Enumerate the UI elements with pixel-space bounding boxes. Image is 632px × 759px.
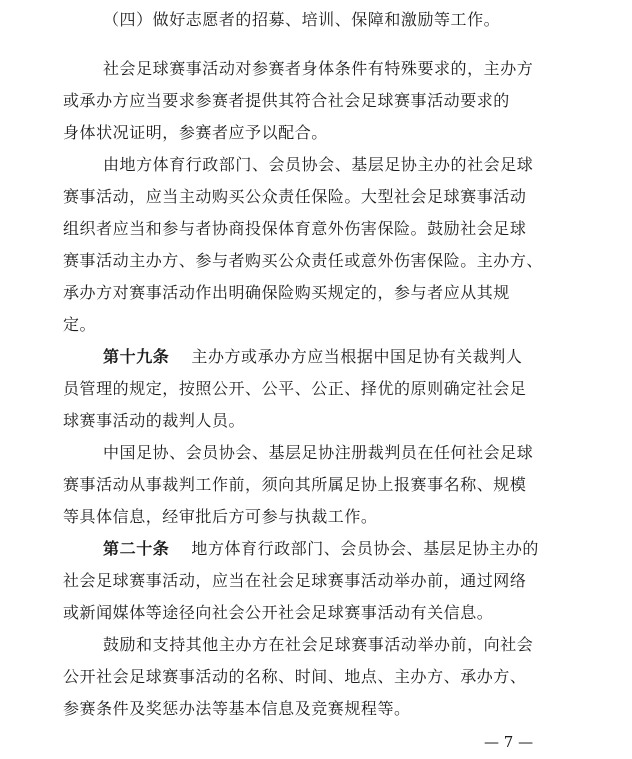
paragraph-line: 身体状况证明，参赛者应予以配合。: [63, 123, 328, 142]
paragraph-line: 球赛事活动的裁判人员。: [63, 411, 246, 430]
paragraph-line: 或承办方应当要求参赛者提供其符合社会足球赛事活动要求的: [63, 91, 510, 110]
paragraph-line: 赛事活动，应当主动购买公众责任保险。大型社会足球赛事活动: [63, 187, 527, 206]
paragraph-line: 定。: [63, 315, 97, 334]
article-20-first-line: [103, 533, 563, 565]
paragraph-line: （四）做好志愿者的招募、培训、保障和激励等工作。: [103, 10, 501, 29]
article-19-text: 主办方或承办方应当根据中国足协有关裁判人: [191, 347, 523, 366]
paragraph-line: 参赛条件及奖惩办法等基本信息及竞赛规程等。: [63, 699, 411, 718]
paragraph-line: 或新闻媒体等途径向社会公开社会足球赛事活动有关信息。: [63, 603, 494, 622]
paragraph-line: 公开社会足球赛事活动的名称、时间、地点、主办方、承办方、: [63, 667, 527, 686]
paragraph-line: 鼓励和支持其他主办方在社会足球赛事活动举办前，向社会: [103, 635, 534, 654]
paragraph-line: 承办方对赛事活动作出明确保险购买规定的，参与者应从其规: [63, 283, 510, 302]
article-20-text: 地方体育行政部门、会员协会、基层足协主办的: [191, 539, 539, 558]
paragraph-line: 等具体信息，经审批后方可参与执裁工作。: [63, 507, 378, 526]
paragraph-line: 社会足球赛事活动对参赛者身体条件有特殊要求的，主办方: [103, 59, 534, 78]
page-number: — 7 —: [484, 733, 534, 751]
article-19-heading: 第十九条: [103, 347, 170, 366]
paragraph-line: 赛事活动主办方、参与者购买公众责任或意外伤害保险。主办方、: [63, 251, 543, 270]
article-19-first-line: [103, 341, 563, 373]
paragraph-line: 社会足球赛事活动，应当在社会足球赛事活动举办前，通过网络: [63, 571, 527, 590]
paragraph-line: 中国足协、会员协会、基层足协注册裁判员在任何社会足球: [103, 443, 534, 462]
paragraph-line: 组织者应当和参与者协商投保体育意外伤害保险。鼓励社会足球: [63, 219, 527, 238]
article-20-heading: 第二十条: [103, 539, 170, 558]
paragraph-line: 员管理的规定，按照公开、公平、公正、择优的原则确定社会足: [63, 379, 527, 398]
paragraph-line: 赛事活动从事裁判工作前，须向其所属足协上报赛事名称、规模: [63, 475, 527, 494]
paragraph-line: 由地方体育行政部门、会员协会、基层足协主办的社会足球: [103, 155, 534, 174]
